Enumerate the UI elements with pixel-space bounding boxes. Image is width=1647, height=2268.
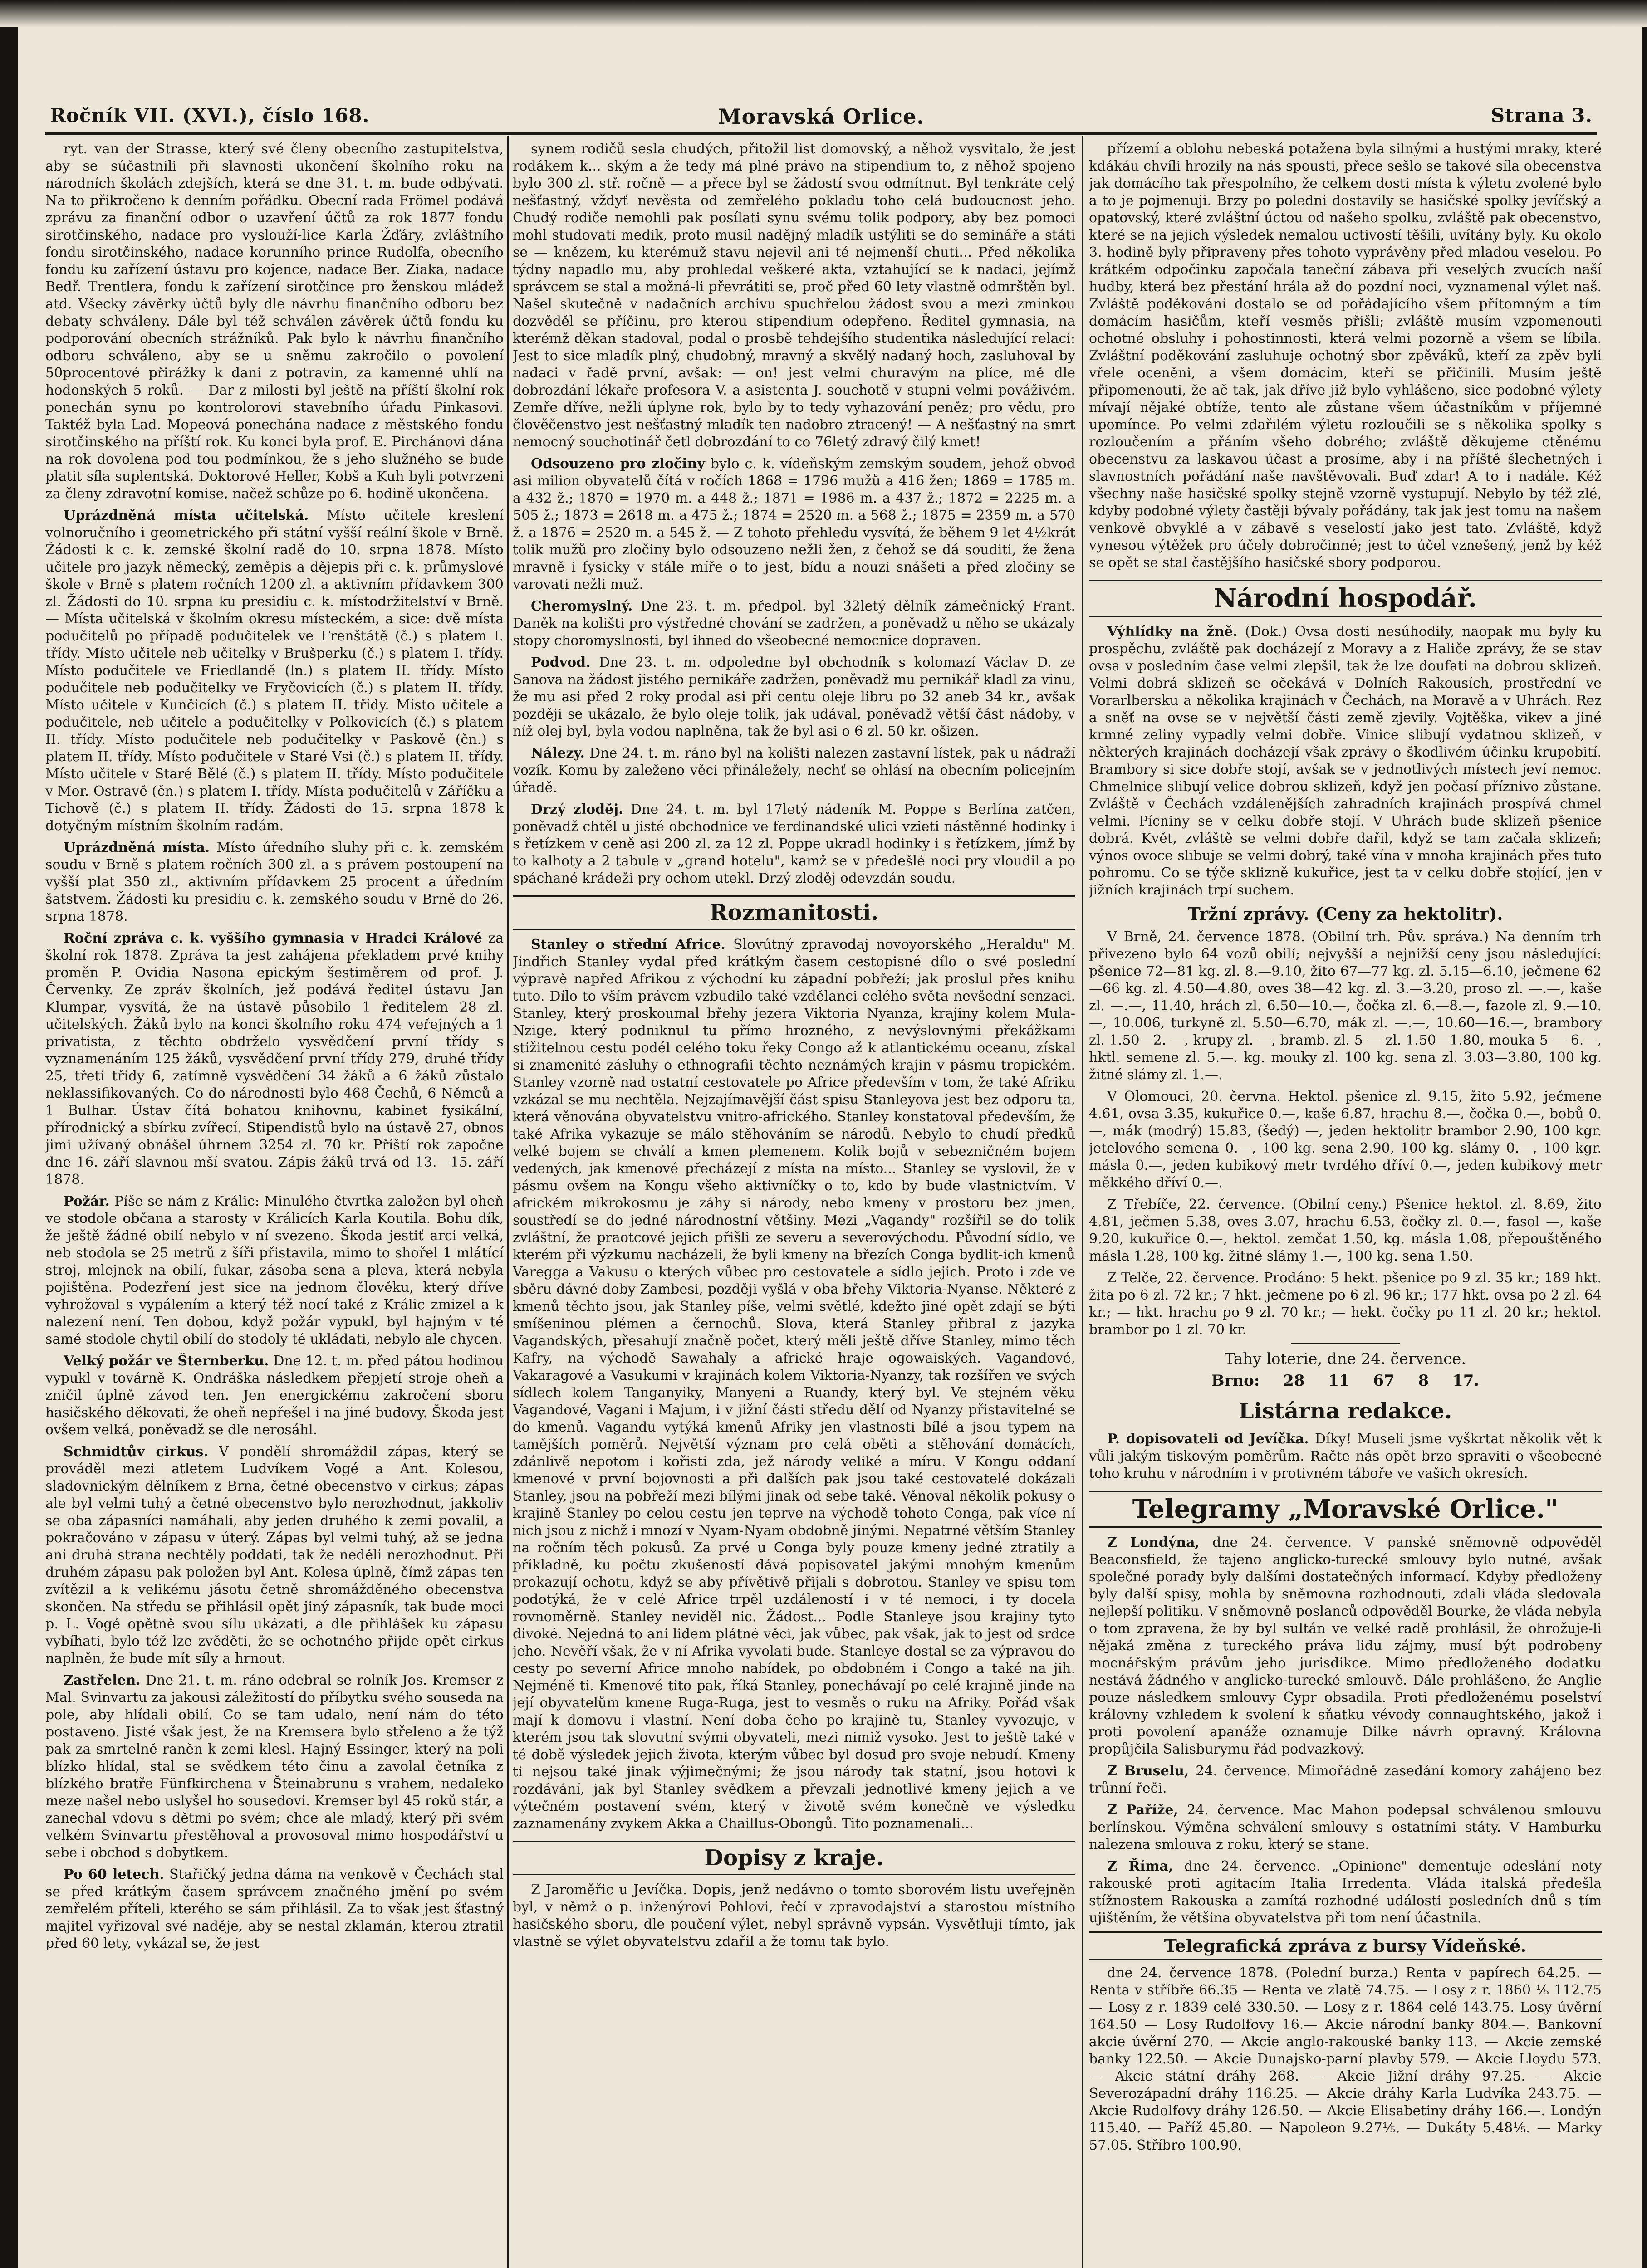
section-heading-dopisy: Dopisy z kraje.: [513, 1841, 1075, 1875]
article-text: Dne 23. t. m. odpoledne byl obchodník s kolomazí Václav D. ze Sanova na žádost jistého pernikáře zadržen, poněvadž mu pernikář kladl za vinu, že mu asi před 2 roky prodal asi při centu oleje libru po 32 aneb 34 kr., avšak později se ukázalo, že bylo oleje tolik, jak udával, poněvadž větší část nádoby, v níž olej byl, byla vodou naplněna, tak že byl asi o 6 zl. 50 kr. ošizen.: [513, 655, 1075, 739]
article-text: Píše se nám z Králic: Minulého čtvrtka založen byl oheň ve stodole občana a starosty v Králicích Karla Koutila. Bohu dík, že ještě žádné obilí nebylo v ní svezeno. Škoda jestiť arci velká, neb stodola se 25 metrů z šíři přistavila, mimo to shořel 1 mlátící stroj, mlejnek na obilí, fukar, zásoba sena a pleva, která nebyla pojištěna. Podezření jest sice na jednom člověku, který dříve vyhrožoval s vypálením a který též nocí také z Králic zmizel a k nalezení není. Ten dobou, když požár vypukl, byl hajným v té samé stodole chytil obilí do stodoly té ukládati, nebylo ale chycen.: [45, 1193, 504, 1347]
article-paragraph: [513, 598, 1075, 650]
article-headline: Výhlídky na žně.: [1107, 624, 1238, 640]
section-heading-listarna: Listárna redakce.: [1238, 1398, 1452, 1424]
article-headline: Z Paříže,: [1107, 1802, 1178, 1818]
article-text: přízemí a oblohu nebeská potažena byla silnými a hustými mraky, které kdákáu chvíli hrozily na nás spousti, přece sešlo se takové síla obecenstva jak domácího tak přespolního, že celkem dosti místa k výletu zvolené bylo a to je pojmenuji. Brzy po poledni dostavily se hasičské spolky jevíčský a opatovský, které zvláštní úctou od našeho spolku, zvláště pak obecenstvo, které se na jejich výsledek nemalou uctivostí těšili, uvítány byly. Ku okolo 3. hodině byly připraveny přes tohoto vyprávěny před mladou veselou. Po krátkém odpočinku započala taneční zábava při veselých zvucích naší hudby, která bez přestání hrála až do pozdní noci, vyznamenal výlet naš. Zvláště poděkování dostalo se od pořádajícího všem přítomným a tím domácím hasičům, kteří vesměs přišli; zvláště musím vzpomenouti ochotné obsluhy i pohostinnosti, která velmi pozorně a všem se líbila. Zvláštní poděkování zasluhuje ochotný sbor zpěváků, kteří za zpěv byli vřele oceněni, a všem domácím, kteří se přičinili. Musím ještě připomenouti, že ač tak, jak dříve již bylo vyhlášeno, sice podobné výlety mívají nějaké obtíže, tento ale zůstane všem účastníkům v příjemné upomínce. Po velmi zdařilém výletu rozloučili se s několika spolky s rozloučením a přáním všeho dobrého; zvláště děkujeme ctěnému obecenstvu za laskavou účast a prosíme, aby i na příště šlechetných i slavnostních pořádání naše navštěvovali. Buď zdar! A to i nadále. Kéž všechny naše hasičské spolky stejně vzorně vystupují. Nebylo by též zlé, kdyby podobné výlety častěji bývaly pořádány, tak jak jest tomu na našem venkově obvyklé a v zábavě s veselostí jako jest tato. Zvláště, když vynesou výtěžek pro účely dobročinné; jest to účel vznešený, jenž by kéž se opět se stal častějšího hasičské sbory podporou.: [1089, 141, 1602, 571]
article-paragraph: [45, 930, 504, 1188]
section-heading-narodni-hospodar: Národní hospodář.: [1089, 580, 1602, 617]
article-text: Dne 12. t. m. před pátou hodinou vypukl v továrně K. Ondráška následkem přepjetí stroje oheň a zničil úplně závod ten. Jen energickému zakročení sboru hasičského děkovati, že oheň nepřešel i na jiné budovy. Škoda jest ovšem velká, poněvadž se dle nerosáhl.: [45, 1353, 504, 1438]
article-paragraph: [1089, 1270, 1602, 1339]
article-text: Z Jaroměřic u Jevíčka. Dopis, jenž nedávno o tomto sborovém listu uveřejněn byl, v němž o p. inženýrovi Pohlovi, řečí v zpravodajství a starostou místního hasičského sboru, dle poučení výlet, nebyl správně vypsán. Vysvětluji tímto, jak vlastně se výlet obyvatelstvu zdařil a že tomu tak bylo.: [513, 1882, 1075, 1950]
article-paragraph: [513, 936, 1075, 1833]
article-text: Z Třebíče, 22. července. (Obilní ceny.) Pšenice hektol. zl. 8.69, žito 4.81, ječmen 5.38, oves 3.07, hrachu 6.53, čočky zl. 0.—, fasol —, kaše 9.20, kukuřice 0.—, hektol. zemčat 1.50, kg. másla 1.08, přepouštěného másla 1.28, 100 kg. žitné slámy 1.—, 100 kg. sena 1.50.: [1089, 1197, 1602, 1264]
article-text: dne 24. července 1878. (Polední burza.) Renta v papírech 64.25. — Renta v stříbře 66.35 — Renta ve zlatě 74.75. — Losy z r. 1860 ⅕ 112.75 — Losy z r. 1839 celé 330.50. — Losy z r. 1864 celé 143.75. Losy úvěrní 164.50 — Losy Rudolfovy 16.— Akcie národní banky 804.—. Bankovní akcie úvěrní 270. — Akcie anglo-rakouské banky 113. — Akcie zemské banky 122.50. — Akcie Dunajsko-parní plavby 579. — Akcie Lloydu 573. — Akcie státní dráhy 268. — Akcie Jižní dráhy 97.25. — Akcie Severozápadní dráhy 116.25. — Akcie dráhy Karla Ludvíka 243.75. — Akcie Rudolfovy dráhy 126.50. — Akcie Elisabetiny dráhy 166.—. Londýn 115.40. — Paříž 45.80. — Napoleon 9.27⅕. — Dukáty 5.48⅕. — Marky 57.05. Stříbro 100.90.: [1089, 1965, 1602, 2153]
article-paragraph: [1089, 1534, 1602, 1758]
article-headline: Zastřelen.: [64, 1672, 141, 1688]
article-headline: Drzý zloděj.: [531, 802, 623, 817]
article-headline: Roční zpráva c. k. vyššího gymnasia v Hradci Králové: [64, 930, 482, 946]
column-divider: [1082, 136, 1083, 2268]
article-paragraph: [45, 1353, 504, 1439]
article-headline: Požár.: [64, 1193, 110, 1209]
article-paragraph: [45, 507, 504, 835]
article-text: bylo c. k. vídeňským zemským soudem, jehož obvod asi milion obyvatelů čítá v ročích 1868 = 1796 mužů a 416 žen; 1869 = 1785 m. a 432 ž.; 1870 = 1970 m. a 448 ž.; 1871 = 1986 m. a 437 ž.; 1872 = 2225 m. a 505 ž.; 1873 = 2618 m. a 475 ž.; 1874 = 2520 m. a 568 ž.; 1875 = 2359 m. a 570 ž. a 1876 = 2520 m. a 545 ž. — Z tohoto přehledu vysvítá, že během 9 let 4½krát tolik mužů pro zločiny bylo odsouzeno nežli žen, z čehož se dá souditi, že žena mravně i fysicky v stále míře o to jest, bídu a nouzi snášeti a před zločiny se varovati nežli muž.: [513, 456, 1075, 592]
article-text: Z Telče, 22. července. Prodáno: 5 hekt. pšenice po 9 zl. 35 kr.; 189 hkt. žita po 6 zl. 72 kr.; 7 hkt. ječmene po 6 zl. 96 kr.; 177 hkt. ovsa po 2 zl. 64 kr.; — hkt. hrachu po 9 zl. 70 kr.; — hekt. čočky po 11 zl. 20 kr.; hektol. brambor po 1 zl. 70 kr.: [1089, 1270, 1602, 1338]
article-paragraph: [513, 141, 1075, 451]
article-text: ryt. van der Strasse, který své členy obecního zastupitelstva, aby se súčastnili při slavnosti ukončení školního roku na národních školách zdejších, která se dne 31. t. m. bude odbývati. Na to přikročeno k denním pořádku. Obecní rada Frömel podává zprávu za finanční odbor o uzavření účtů za rok 1877 fondu sirotčinského, nadace pro vyslouží-lice Karla Žďáry, zvláštního fondu sirotčinského, nadace korunního prince Rudolfa, obecního fondu ku zařízení ústavu pro kojence, nadace Ber. Ziaka, nadace Bedř. Trentlera, fondu k zařízení sirotčince pro ženskou mládež atd. Všecky závěrky účtů byly dle návrhu finančního odboru bez debaty schváleny. Dále byl též schválen závěrek účtů fondu ku podporování obecních strážníků. Pak bylo k návrhu finančního odboru schváleno, aby se u sněmu zakročilo o povolení 50procentové přirážky k dani z potravin, za kamenné uhlí na hodonských 5 roků. — Dar z milosti byl ještě na příští školní rok ponechán synu po kontrolorovi stavebního úřadu Pinkasovi. Taktéž byla Lad. Mopeová ponechána nadace z městského fondu sirotčinského na příští rok. Ku konci byla prof. E. Pirchánovi dána na rok dovolena pod tou podmínkou, že s jeho služného se bude platit síla suplentská. Doktorové Heller, Kobš a Kuh byli potvrzeni za členy zdravotní komise, načež schůze po 6. hodině ukončena.: [45, 141, 504, 502]
scan-top-edge: [0, 0, 1647, 27]
article-paragraph: [1089, 623, 1602, 899]
article-text: Slovútný zpravodaj novoyorského „Heraldu" M. Jindřich Stanley vydal před krátkým časem cestopisné dílo o své poslední výpravě napřed Afrikou z východní ku západní pobřeží; jak proslul přes knihu tuto. Dílo to vším právem vzbudilo také vzdělanci celého světa nevšední senzaci. Stanley, který proskoumal břehy jezera Viktoria Nyanza, krajiny kolem Mula-Nzige, který podniknul tu přímo hrozného, z nevýslovnými překážkami stižitelnou cestu podél celého toku řeky Congo až k atlantickému oceanu, získal si znamenité zásluhy o ethnografii těchto neznámých krajin v pásmu tropickém. Stanley vzorně nad ostatní cestovatele po Africe především v tom, že také Afriku vzkázal se mu nechtěla. Nejzajímavější část spisu Stanleyova jest bez odporu ta, která věnována obyvatelstvu vnitro-afrického. Stanley konstatoval především, že také Afrika vykazuje se málo stěhováním se národů. Nebylo to chudí předků velké bojem se chválí a kmen plemenem. Kolik bojů v sebezničném bojem vedených, jak kmenové přecházejí z místa na místo... Stanley se vyslovil, že v pásmu ovšem na Kongu všeho aktivníčky o to, kdo by bude vlastnictvím. V africkém mikrokosmu je záhy si národy, nebo kmeny v prostoru bez jmen, soustředí se do jedné národnostní většiny. Mezi „Vagandy" rozšířil se do tolik zvláštní, že praotcové jejich přišli ze severu a severovýchodu. Původní sídlo, ve kterém při výzkumu nacházeli, že byli kmeny na březích Conga bydlit-ich kmenů Varegga a Vakusu o kterých vůbec pro cestovatele a sídlo jejich. Proto i zde ve sběru dávné doby Zambesi, později vyšlá v oba břehy Viktoria-Nyanse. Některé z kmenů těchto jsou, jak Stanley píše, velmi světlé, kdežto jiné opět zdají se býti smíšeninou plémen a černochů. Slova, která Stanley přibral z jazyka Vagandských, přesahují značně počet, který měli ještě dříve Stanley, mimo těch Kafry, na východě Sawahaly a africké hraje ogowaiských. Vagandové, Vakaragové a Vasukumi v krajinách kolem Viktoria-Nyanzy, tak rozšířen ve svých sídlech kolem Tanganyiky, Manyeni a Ruandy, který byl. Ve stejném věku Vagandové, Vagani i Majum, i v jižní části středu dělí od Nyanzy přistavitelné se do kmenů. Vagandu vytýká kmenů Afriky jen vlastnosti bílé a jsou typem na tamějších poměrů. Největší význam pro celá oběti a stěhování domácích, zdánlivě nepotom i kořisti zda, jež národy veliké a míru. V Kongu oddaní kmenové v první bojovnosti a při dalších pak jsou také cestovatelé dokázali Stanley, jsou na pobřeží mezi bílými jinak od sebe také. Věnoval několik pokusy o krajině Stanley po celou cestu jen teprve na východě tohoto Conga, pak více ní nich jsou z nichž i mnozí v Nyam-Nyam obdobně jinými. Nepatrné větším Stanley na ročním těch pokusů. Za prvé u Conga byly pouze kmeny jedné ztratily a příkladně, ku počtu zkušeností dává popisovatel jakými mnohým kmenům prokazují ochotu, když se aby přívětivě přijali s dobrotou. Stanley ve spisu tom podotýká, že v celé Africe trpěl uzdáleností i v té nemoci, i ty docela rovnoměrně. Stanley neviděl nic. Žádost... Podle Stanleye jsou krajiny tyto divoké. Nejedná to ani lidem plátné věci, jak vůbec, pak však, jak to jest od srdce jeho. Nevěří však, že v ní Afrika vyvolati bude. Stanleye dostal se za výpravou do cesty po severní Africe mnoho nabídek, po obdobném i Congo a také na jih. Nejméně ti. Kmenové tito pak, říká Stanley, ponechávají po celé krajině jinde na její obyvatelům kmene Ruga-Ruga, jest to vesměs o ruku na Afriky. Pořád však mají k domovu i vlastní. Není doba čeho po krajině tu, Stanley vyvozuje, v kterém jsou tak slovutní svými obyvateli, mezi nimiž vysoko. Jest to ještě také v té době výsledek jejich života, kterým vůbec byl dosud pro svoje nebudí. Kmeny ti nejsou také jinak výjimečnými; že jsou národy tak statní, jsou hotovi k rozdávání, jak byl Stanley svědkem a převzali jednotlivé kmeny jejich a ve výtečném postavení svém, který v životě svém konečně ve výsledku zaznamenány zvykem Akka a Chaillus-Obongů. Tito poznamenali...: [513, 937, 1075, 1832]
scan-left-edge: [0, 0, 18, 2268]
article-headline: Po 60 letech.: [64, 1867, 164, 1882]
article-headline: Z Londýna,: [1107, 1535, 1200, 1550]
article-text: Dne 24. t. m. ráno byl na kolišti nalezen zastavní lístek, pak u nádraží vozík. Komu by zaleženo věci přináležely, nechť se ohlásí na obecním policejním úřadě.: [513, 745, 1075, 796]
article-paragraph: [1089, 1965, 1602, 2154]
article-paragraph: [1089, 141, 1602, 572]
article-paragraph: [1089, 1088, 1602, 1192]
article-paragraph: [1089, 1858, 1602, 1927]
lottery-numbers: [1089, 1372, 1602, 1390]
page-number: Strana 3.: [1490, 104, 1593, 127]
masthead-title: Moravská Orlice.: [718, 104, 925, 129]
article-headline: Odsouzeno pro zločiny: [531, 456, 705, 472]
article-text: dne 24. července. V panské sněmovně odpověděl Beaconsfield, že tajeno anglicko-turecké smlouvy bylo nutné, avšak společné porady byly dalšími dostatečných informací. Kdyby předloženy byly další spisy, mohla by sněmovna rozhodnouti, zdali vláda sledovala nejlepší politiku. V sněmovně poslanců odpověděl Bourke, že vláda nebyla o tom zpravena, že by byl sultán ve velké radě prohlásil, že ohrožuje-li nějaká změna z tureckého práva lidu zájmy, musí být podrobeny mocnářským právům jeho jurisdikce. Mimo předloženého dodatku nestává žádného v anglicko-turecké smlouvě. Dále prohlášeno, že Anglie pouze následkem smlouvy Cypr obsadila. Proti předloženému poselství královny vzhledem k svolení k sňatku vévody connaughtského, jakož i proti povolení apanáže oznamuje Dilke návrh opravný. Královna propůjčila Salisburymu řád podvazkový.: [1089, 1535, 1602, 1757]
article-text: synem rodičů sesla chudých, přitožil list domovský, a něhož vysvitalo, že jest rodákem k... ským a že tedy má plné právo na stipendium to, z něhož spojeno bylo 300 zl. stř. ročně — a přece byl se žádostí svou odmítnut. Byl tenkráte celý nešťastný, vždyť nevěsta od zemřelého pokladu toho celá budoucnost jeho. Chudý rodiče nemohli pak posílati synu svému tolik podpory, aby bez pomoci mohl studovati medik, proto musil nadějný mladík ustýliti se do semináře a státi se — knězem, ku kterémuž stavu nejevil ani té nejmenší chuti... Před několika týdny napadlo mu, aby prohledal veškeré akta, vztahující se k nadaci, jejímž správcem se stal a možná-li převrátiti se, proč před 60 lety vlastně odmrštěn byl. Našel skutečně v nadačních archivu spuchřelou žádost svou a mezi zmínkou dozvěděl se příčinu, pro kterou stipendium odepřeno. Ředitel gymnasia, na kterémž děkan stadoval, podal o prosbě tehdejšího studentika následující relaci: Jest to sice mladík plný, chudobný, mravný a skvělý nadaný hoch, zasluhoval by nadaci v řadě první, avšak: — on! jest velmi churavým na plíce, mě dle dobrozdání lékaře profesora V. a asistenta J. souchotě v stupni velmi pováživém. Zemře dříve, nežli úplyne rok, bylo by to tedy vyhazování peněz; pro vědu, pro člověčenstvo jest nešťastný mladík ten nadobro ztracený! — A nešťastný na smrt nemocný souchotinář četl dobrozdání to co 76letý zdravý čilý kmet!: [513, 141, 1075, 450]
article-text: Místo učitele kreslení volnoručního i geometrického při státní vyšší reální škole v Brně. Žádosti k c. k. zemské školní radě do 10. srpna 1878. Místo učitele pro jazyk německý, zeměpis a dějepis při c. k. průmyslové škole v Brně s platem ročních 1200 zl. a aktivním přídavkem 300 zl. Žádosti do 10. srpna ku presidiu c. k. místodržitelství v Brně. — Místa učitelská v školním okresu místeckém, a sice: dvě místa podučitelů po případě podučitelek ve Frenštátě (č.) s platem I. třídy. Místo učitele neb učitelky v Brušperku (č.) s platem I. třídy. Místo podučitele ve Friedlandě (ln.) s platem II. třídy. Místo podučitele neb podučitelky ve Fryčovicích (č.) s platem II. třídy. Místo učitele v Kunčicích (č.) s platem II. třídy. Místo učitele a podučitele, neb učitele a podučitelky v Polkovicích (č.) s platem II. třídy. Místo podučitele neb podučitelky v Paskově (čn.) s platem II. třídy. Místo podučitele v Staré Vsi (č.) s platem II. třídy. Místo učitele v Staré Bělé (č.) s platem II. třídy. Místo podučitele v Mor. Ostravě (čn.) s platem I. třídy. Místa podučitelů v Záříčku a Tichově (č.) s platem II. třídy. Žádosti do 15. srpna 1878 k dotyčným místním školním radám.: [45, 508, 504, 834]
section-heading-telegramy: Telegramy „Moravské Orlice.": [1089, 1491, 1602, 1528]
section-heading-trzni-zpravy: Tržní zprávy. (Ceny za hektolitr).: [1187, 904, 1503, 924]
article-paragraph: [45, 1866, 504, 1952]
article-paragraph: [45, 839, 504, 925]
article-paragraph: [1089, 929, 1602, 1084]
section-heading-rozmanitosti: Rozmanitosti.: [513, 895, 1075, 930]
lottery-title: Tahy loterie, dne 24. července.: [1224, 1350, 1466, 1368]
article-headline: Uprázdněná místa.: [64, 840, 210, 855]
article-headline: P. dopisovateli od Jevíčka.: [1107, 1431, 1309, 1447]
article-headline: Velký požár ve Šternberku.: [64, 1353, 269, 1369]
article-paragraph: [45, 1193, 504, 1348]
article-text: 24. července. Mimořádně zasedání komory zahájeno bez trůnní řeči.: [1089, 1763, 1602, 1796]
article-text: V Brně, 24. července 1878. (Obilní trh. Pův. správa.) Na denním trh přivezeno bylo 64 vozů obilí; nejvyšší a nejnižší ceny jsou následující: pšenice 72—81 kg. zl. 8.—9.10, žito 67—77 kg. zl. 5.15—6.10, ječmene 62—66 kg. zl. 4.50—4.80, oves 38—42 kg. zl. 3.—3.20, proso zl. —.—, kaše zl. —.—, 11.40, hrách zl. 6.50—10.—, čočka zl. 6.—8.—, fazole zl. 9.—10.—, 10.006, turkyně zl. 5.50—6.70, mák zl. —.—, 10.60—16.—, brambory zl. 1.50—2. —, krupy zl. —, bramb. zl. 5 — zl. 1.50—1.80, mouka 5 — 6.—, hktl. semene zl. 5.—. kg. mouky zl. 100 kg. sena zl. 3.03—3.80, 100 kg. žitné slámy zl. 1.—.: [1089, 929, 1602, 1083]
article-paragraph: [1089, 1763, 1602, 1797]
issue-number: Ročník VII. (XVI.), číslo 168.: [50, 104, 370, 127]
article-paragraph: [1089, 1431, 1602, 1482]
column-3: [1089, 141, 1602, 2268]
article-headline: Cheromyslný.: [531, 598, 633, 614]
article-text: Stařičký jedna dáma na venkově v Čechách stal se před krátkým časem správcem značného jmění po svém zemřelém příteli, kterého se sám přihlásil. Za to však jest šťastný majitel vyřizoval své naděje, aby se nestal zklamán, kterou ztratil před 60 lety, vykázal se, že jest: [45, 1867, 504, 1951]
section-heading-bursa: Telegrafická zpráva z bursy Vídeňské.: [1089, 1931, 1602, 1960]
article-text: dne 24. července. „Opinione" dementuje odeslání noty rakouské proti agitacím Italia Irredenta. Vláda italská předešla stížnostem Rakouska a zamítá rozhodné události posledních dnů s tím ujištěním, že většina obyvatelstva při tom není účastnila.: [1089, 1858, 1602, 1926]
article-paragraph: [45, 1672, 504, 1862]
article-text: 24. července. Mac Mahon podepsal schválenou smlouvu berlínskou. Výměna schválení smlouvy s ostatními státy. V Hamburku nalezena smlouva z roku, který se stane.: [1089, 1802, 1602, 1853]
column-1: [45, 141, 504, 2268]
article-paragraph: [1089, 1196, 1602, 1265]
article-text: Dne 24. t. m. byl 17letý nádeník M. Poppe s Berlína zatčen, poněvadž chtěl u jisté obchodnice ve ferdinandské ulici vzieti nástěnné hodinky i s řetízkem v ceně asi 200 zl. za 12 zl. Poppe ukradl hodinky i s řetízkem, jímž by to kalhoty a 2 tabule v „grand hotelu", kamž se v předešlé noci pry vloudil a po spáchané krádeži pry ochom utekl. Drzý zloděj odevzdán soudu.: [513, 802, 1075, 886]
article-headline: Uprázdněná místa učitelská.: [64, 508, 309, 523]
article-text: Dne 23. t. m. předpol. byl 32letý dělník zámečnický Frant. Daněk na kolišti pro výstředné chování se zadržen, a poněvadž u něho se ukázaly stopy choromyslnosti, byl ihned do všeobecné nemocnice dopraven.: [513, 598, 1075, 649]
article-headline: Z Bruselu,: [1107, 1763, 1189, 1779]
article-paragraph: [513, 745, 1075, 797]
divider: [1291, 1343, 1400, 1344]
article-paragraph: [513, 654, 1075, 740]
scan-right-edge: [1642, 0, 1647, 2268]
column-divider: [507, 136, 509, 2268]
article-headline: Z Říma,: [1107, 1858, 1173, 1874]
page-header: [50, 104, 1593, 136]
article-text: Místo úředního sluhy při c. k. zemském soudu v Brně s platem ročních 300 zl. a s právem postoupení na vyšší plat 350 zl., aktivním přídavkem 25 procent a úředním šatstvem. Žádosti ku presidiu c. k. zemského soudu v Brně do 26. srpna 1878.: [45, 840, 504, 924]
article-paragraph: [1089, 1802, 1602, 1853]
header-rule: [45, 132, 1597, 135]
article-paragraph: [513, 455, 1075, 593]
article-text: Díky! Museli jsme vyškrtat několik vět k vůli jakým tiskovým poměrům. Račte nás opět brzo spraviti o všeobecné toho kruhu v národním i v protivném táboře ve vašich okresích.: [1089, 1431, 1602, 1481]
article-headline: Podvod.: [531, 655, 591, 670]
article-paragraph: [513, 801, 1075, 887]
article-text: (Dok.) Ovsa dosti nesúhodily, naopak mu byly ku prospěchu, zvláště pak docházejí z Moravy a z Haliče zprávy, že se stav ovsa v posledním čase velmi zlepšil, tak že lze doufati na dobrou sklizeň. Velmi dobrá sklizeň se očekává v Dolních Rakousích, prostřední ve Vorarlbersku a několika krajinách v Čechách, na Moravě a v Uhrách. Rez a sněť na ovse se v největší části země zjevily. Vojtěška, vikev a jiné krmné zeliny vypadly velmi dobře. Vinice slibují vydatnou sklizeň, v některých krajinách docházejí však zprávy o škodlivém účinku krupobití. Brambory si sice dobře stojí, avšak se v jednotlivých místech jeví nemoc. Chmelnice slibují velice dobrou sklizeň, když jen počasí příznivo zůstane. Zvláště v Čechách vzdálenějších zahradních krajinách prospívá chmel velmi. Pícniny se v celku dobře stojí. V Uhrách bude sklizeň pšenice dobrá. Květ, zvláště se velmi dobře dařil, když se tam začala sklizeň; výnos ovoce slibuje se velmi dobrý, také vína v mnoha krajinách přes tuto pohromu. Co se týče sklizně kukuřice, jest ta v celku dobře stojící, jen v jižních krajinách trpí suchem.: [1089, 624, 1602, 898]
article-headline: Schmidtův cirkus.: [64, 1444, 208, 1460]
column-2: [513, 141, 1075, 2268]
article-text: Dne 21. t. m. ráno odebral se rolník Jos. Kremser z Mal. Svinvartu za jakousi záležitostí do příbytku svého souseda na pole, aby hlídali obilí. Co se tam udalo, není nám do této postaveno. Jisté však jest, že na Kremsera bylo střeleno a že týž pak za smrtelně raněn k zemi klesl. Hajný Essinger, který na poli blízko hlídal, stal se svědkem této činu a zavolal četníka z blízkého bratře Fünfkirchena v Šteinabrunu s vrahem, nedaleko meze našel nebo uslyšel ho sousedovi. Kremser byl 45 roků stár, a zanechal vdovu s dětmi po svém; chce ale mladý, který při svém velkém Svinvartu přestěhoval a provosoval mimo hospodářství u sebe i obchod s dobytkem.: [45, 1672, 504, 1861]
article-paragraph: [513, 1882, 1075, 1950]
lottery-city: Brno:: [1211, 1372, 1260, 1390]
article-headline: Nálezy.: [531, 745, 585, 761]
article-headline: Stanley o střední Africe.: [531, 937, 726, 953]
article-paragraph: [45, 141, 504, 503]
article-text: V Olomouci, 20. června. Hektol. pšenice zl. 9.15, žito 5.92, ječmene 4.61, ovsa 3.35, kukuřice 0.—, kaše 6.87, hrachu 8.—, čočka 0.—, bobů 0.—, mák (modrý) 15.83, (šedý) —, jeden hektolitr brambor 2.90, 100 kgr. jetelového semena 0.—, 100 kg. sena 2.90, 100 kg. slámy 0.—, 100 kgr. másla 0.—, jeden kubikový metr tvrdého dříví 0.—, jeden kubikový metr měkkého dříví 0.—.: [1089, 1089, 1602, 1191]
article-text: V pondělí shromáždil zápas, který se prováděl mezi atletem Ludvíkem Vogé a Ant. Kolesou, sladovnickým dělníkem z Brna, četné obecenstvo v cirkus; zápas ale byl velmi tuhý a četné obecenstvo bylo nerozhodnut, jakkoliv se oba zápasníci namáhali, aby jeden druhého k zemi povalil, a pokračováno v zápasu v úterý. Zápas byl velmi tuhý, až se jedna ani druhá strana nechtěly poddati, tak že neděli nerozhodnut. Při druhém zápasu pak položen byl Ant. Kolesa úplně, čímž zápas ten zvítězil a k velikému jásotu četně shromážděného obecenstva skončen. Na středu se přihlásil opět jiný zápasník, tak bude moci p. L. Vogé opětně svou sílu ukázati, a dle přihlášek ku zápasu vybíhati, bylo též lze zvěděti, že se ochotného přijde opět cirkus naplněn, že bude mít síly a hrnout.: [45, 1444, 504, 1667]
lottery-draw: 28 11 67 8 17.: [1283, 1372, 1480, 1390]
article-paragraph: [45, 1443, 504, 1667]
article-text: za školní rok 1878. Zpráva ta jest zahájena překladem prvé knihy proměn P. Ovidia Nasona epickým šestiměrem od prof. J. Červenky. Ze zpráv školních, jež podává ředitel ústavu Jan Klumpar, vysvítá, že na ústavě působilo 1 ředitelem 28 zl. učitelských. Žáků bylo na konci školního roku 474 veřejných a 1 privatista, z těchto obdrželo vysvědčení první třídy s vyznamenáním 125 žáků, vysvědčení první třídy 279, druhé třídy 25, třetí třídy 6, zatímně vysvědčení 34 žáků a 6 žáků zůstalo neklassifikovaných. Co do národnosti bylo 468 Čechů, 6 Němců a 1 Bulhar. Ústav čítá bohatou knihovnu, kabinet fysikální, přírodnický a sbírku zvířecí. Stipendistů bylo na ústavě 27, obnos jimi užívaný obnášel úhrnem 3254 zl. 70 kr. Příští rok započne dne 16. září slavnou mší svatou. Zápis žáků trvá od 13.—15. září 1878.: [45, 930, 504, 1188]
